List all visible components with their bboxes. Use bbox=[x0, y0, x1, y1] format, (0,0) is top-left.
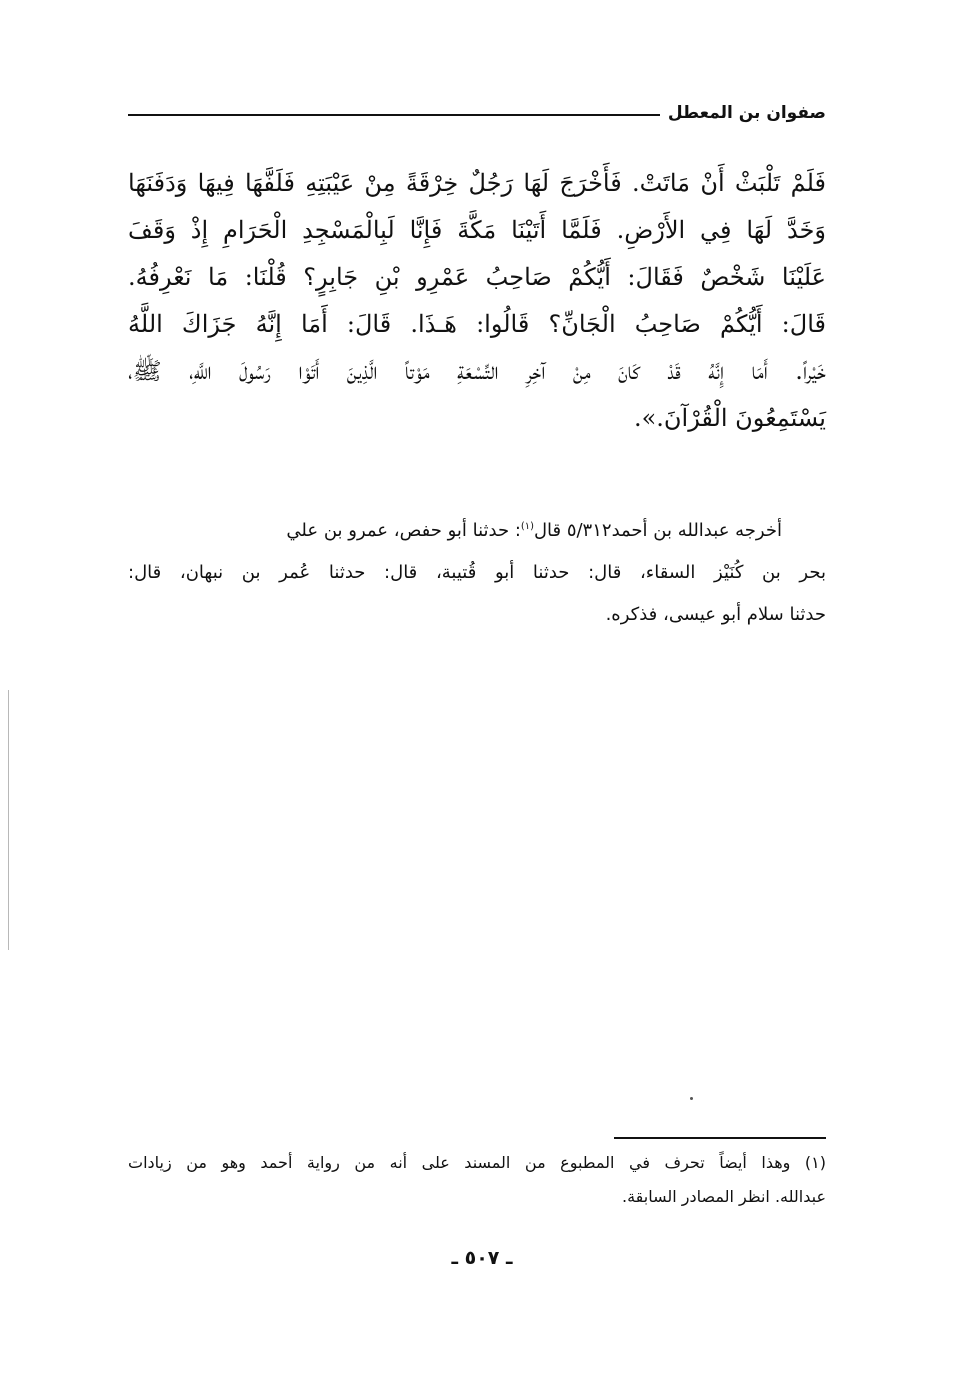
scan-margin-line bbox=[8, 690, 9, 950]
hadith-line-4: قَالَ: أَيُّكُمْ صَاحِبُ الْجَانِّ؟ قَالُوا: هَـذَا. قَالَ: أَمَا إِنَّهُ جَزَاكَ اللَّهُ bbox=[128, 310, 826, 338]
hadith-line-6: يَسْتَمِعُونَ الْقُرْآنَ.». bbox=[633, 404, 826, 432]
footnote-separator bbox=[614, 1137, 826, 1139]
scan-speck bbox=[690, 1097, 693, 1100]
takhrij-line-1-end: : حدثنا أبو حفص، عمرو بن علي bbox=[286, 520, 521, 541]
takhrij-line-2: بحر بن كُنَيْز السقاء، قال: حدثنا أبو قُتيبة، قال: حدثنا عُمر بن نبهان، قال: bbox=[128, 562, 826, 583]
takhrij-line-3: حدثنا سلام أبو عيسى، فذكره. bbox=[605, 604, 826, 625]
hadith-line-1: فَلَمْ تَلْبَثْ أَنْ مَاتَتْ. فَأَخْرَجَ لَهَا رَجُلٌ خِرْقَةً مِنْ عَيْبَتِهِ فَلَفَّهَا فِيهَا وَدَفَنَهَا bbox=[128, 169, 826, 197]
hadith-text bbox=[128, 160, 826, 442]
footnote-marker[interactable]: (١) bbox=[520, 521, 534, 532]
takhrij-line-1-start: أخرجه عبدالله بن أحمد٥/٣١٢ قال bbox=[533, 520, 782, 541]
page-number: ـ ٥٠٧ ـ bbox=[451, 1247, 513, 1269]
takhrij-paragraph bbox=[128, 506, 826, 636]
running-head bbox=[128, 98, 826, 128]
running-head-title: صفوان بن المعطل bbox=[660, 98, 826, 128]
takhrij-line-1 bbox=[128, 506, 826, 552]
footnote-line-2: عبدالله. انظر المصادر السابقة. bbox=[621, 1187, 826, 1206]
footnote-line-1: (١) وهذا أيضاً تحرف في المطبوع من المسند على أنه من رواية أحمد وهو من زيادات bbox=[128, 1153, 826, 1172]
footnotes bbox=[128, 1146, 826, 1214]
hadith-line-3: عَلَيْنَا شَخْصٌ فَقَالَ: أَيُّكُمْ صَاحِبُ عَمْرِو بْنِ جَابِرٍ؟ قُلْنَا: مَا نَعْرِفُهُ. bbox=[128, 263, 826, 291]
hadith-line-5: خَيْراً. أَمَا إِنَّهُ قَدْ كَانَ مِنْ آخِرِ التِّسْعَةِ مَوْتاً الَّذِينَ أَتَوْا رَسُولَ اللَّهِ، ﷺ، bbox=[128, 357, 826, 385]
hadith-line-2: وَخَدَّ لَهَا فِي الأَرْضِ. فَلَمَّا أَتَيْنَا مَكَّةَ فَإِنَّا لَبِالْمَسْجِدِ الْحَرَامِ إِذْ وَقَفَ bbox=[128, 216, 826, 244]
